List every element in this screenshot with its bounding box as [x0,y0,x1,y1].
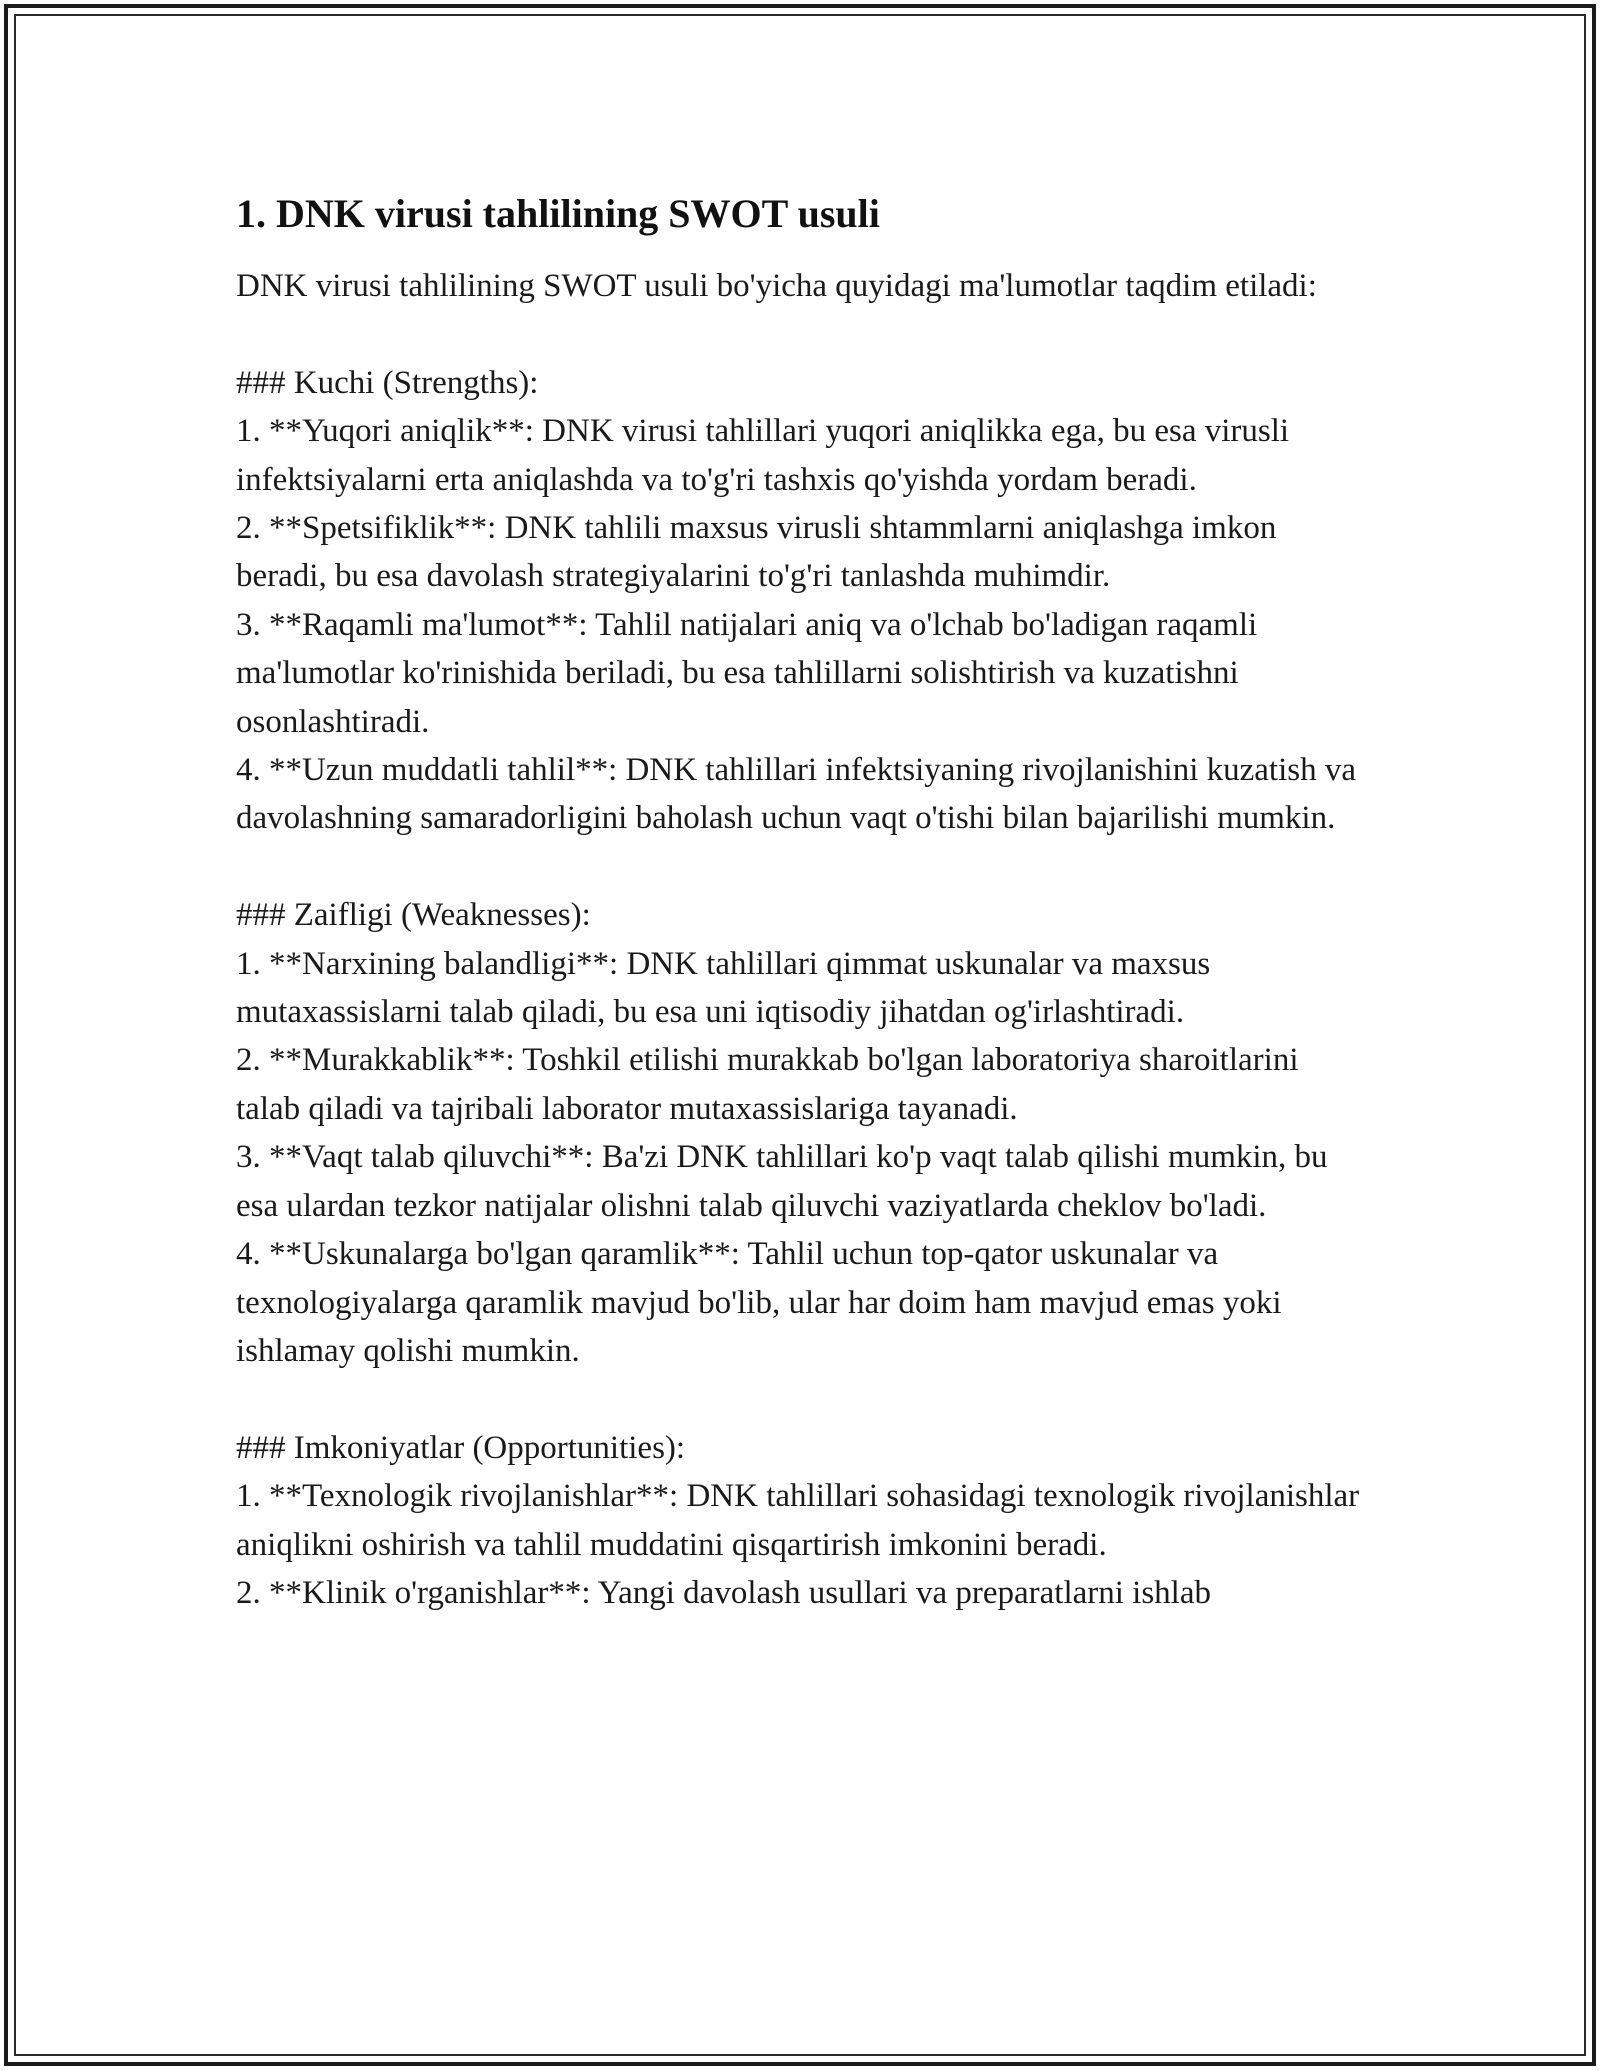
list-item: 1. **Texnologik rivojlanishlar**: DNK tahlillari sohasidagi texnologik rivojlanishlar aniqlikni oshirish va tahlil muddatini qisqartirish imkonini beradi. [236,1478,1368,1563]
list-item: 2. **Spetsifiklik**: DNK tahlili maxsus virusli shtammlarni aniqlashga imkon beradi, bu esa davolash strategiyalarini to'g'ri tanlashda muhimdir. [236,510,1285,595]
section-heading: ### Zaifligi (Weaknesses): [236,897,591,934]
section-weaknesses [236,891,1366,1375]
document-content [236,186,1366,1617]
list-item: 3. **Raqamli ma'lumot**: Tahlil natijalari aniq va o'lchab bo'ladigan raqamli ma'lumotlar ko'rinishida beriladi, bu esa tahlillarni solishtirish va kuzatishni osonlashtiradi. [236,606,1266,740]
intro-paragraph: DNK virusi tahlilining SWOT usuli bo'yicha quyidagi ma'lumotlar taqdim etiladi: [236,268,1317,304]
document-title: 1. DNK virusi tahlilining SWOT usuli [236,191,880,236]
list-item: 2. **Murakkablik**: Toshkil etilishi murakkab bo'lgan laboratoriya sharoitlarini talab qiladi va tajribali laborator mutaxassislariga tayanadi. [236,1042,1307,1127]
section-opportunities [236,1424,1366,1618]
list-item: 4. **Uzun muddatli tahlil**: DNK tahlillari infektsiyaning rivojlanishini kuzatish va davolashning samaradorligini baholash uchun vaqt o'tishi bilan bajarilishi mumkin. [236,752,1365,837]
list-item: 2. **Klinik o'rganishlar**: Yangi davolash usullari va preparatlarni ishlab [236,1574,1211,1611]
list-item: 1. **Yuqori aniqlik**: DNK virusi tahlillari yuqori aniqlikka ega, bu esa virusli infektsiyalarni erta aniqlashda va to'g'ri tashxis qo'yishda yordam beradi. [236,413,1298,498]
list-item: 1. **Narxining balandligi**: DNK tahlillari qimmat uskunalar va maxsus mutaxassislarni talab qiladi, bu esa uni iqtisodiy jihatdan og'irlashtiradi. [236,945,1219,1031]
section-strengths [236,359,1366,843]
list-item: 4. **Uskunalarga bo'lgan qaramlik**: Tahlil uchun top-qator uskunalar va texnologiyalarga qaramlik mavjud bo'lib, ular har doim ham mavjud emas yoki ishlamay qolishi mumkin. [236,1236,1290,1369]
section-heading: ### Kuchi (Strengths): [236,364,539,401]
list-item: 3. **Vaqt talab qiluvchi**: Ba'zi DNK tahlillari ko'p vaqt talab qilishi mumkin, bu esa ulardan tezkor natijalar olishni talab qiluvchi vaziyatlarda cheklov bo'ladi. [236,1139,1336,1224]
section-heading: ### Imkoniyatlar (Opportunities): [236,1429,686,1466]
